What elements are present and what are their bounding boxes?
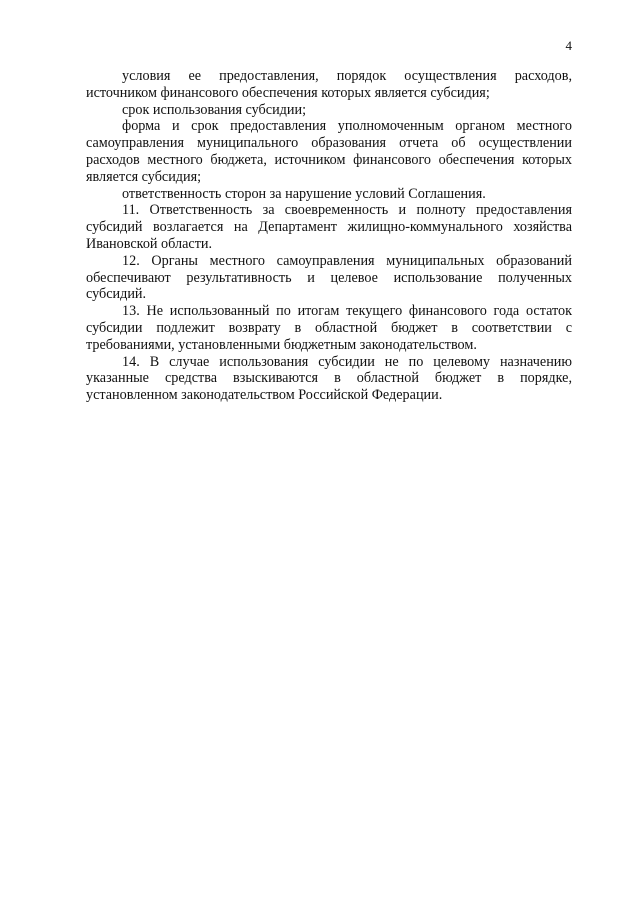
paragraph-agreement-conditions: условия ее предоставления, порядок осуществления расходов, источником финансового обеспечения которых является субсидия; xyxy=(86,68,572,101)
page-number: 4 xyxy=(565,38,572,53)
paragraph-report-form: форма и срок предоставления уполномоченным органом местного самоуправления муниципального образования отчета об осуществлении расходов местного бюджета, источником финансового обеспечения которых является субсидия; xyxy=(86,118,572,185)
document-body xyxy=(86,68,572,404)
paragraph-usage-term: срок использования субсидии; xyxy=(122,101,307,118)
paragraph-liability: ответственность сторон за нарушение условий Соглашения. xyxy=(122,185,486,202)
paragraph-11: 11. Ответственность за своевременность и полноту предоставления субсидий возлагается на Департамент жилищно-коммунального хозяйства Ивановской области. xyxy=(86,202,572,252)
paragraph-13: 13. Не использованный по итогам текущего финансового года остаток субсидии подлежит возврату в областной бюджет в соответствии с требованиями, установленными бюджетным законодательством. xyxy=(86,303,572,353)
paragraph-12: 12. Органы местного самоуправления муниципальных образований обеспечивают результативность и целевое использование полученных субсидий. xyxy=(86,252,572,303)
paragraph-14: 14. В случае использования субсидии не по целевому назначению указанные средства взыскиваются в областной бюджет в порядке, установленном законодательством Российской Федерации. xyxy=(86,353,572,404)
